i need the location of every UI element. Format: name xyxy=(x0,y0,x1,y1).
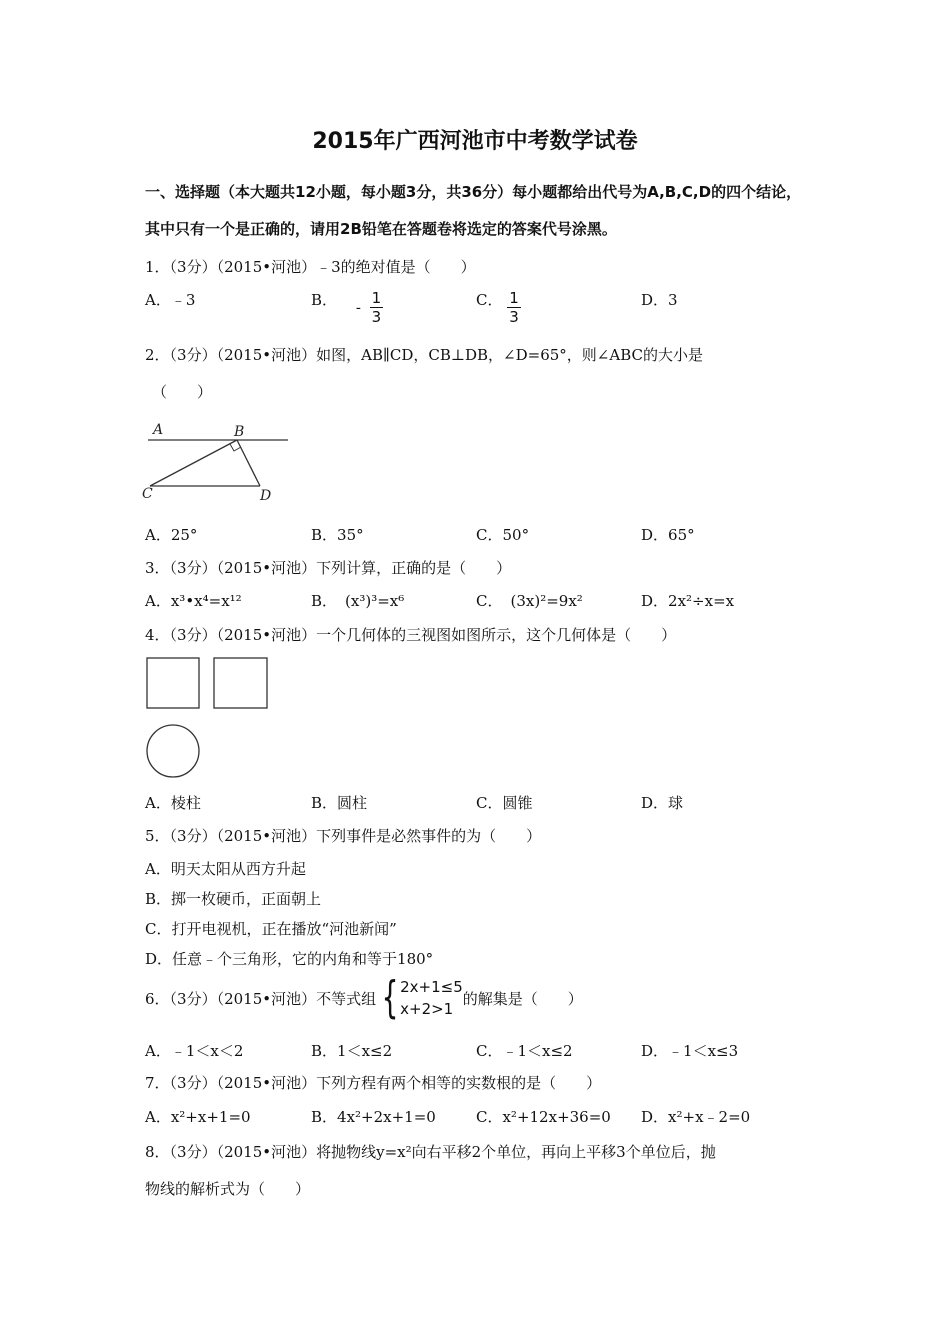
q3-d-expr: 2x²÷x=x xyxy=(668,592,735,610)
question-6-stem: 6．（3分）（2015•河池）不等式组 { 2x+1≤5 x+2>1 的解集是（ ） xyxy=(145,972,583,1023)
q1-option-b: B． - $\frac{1}{3}$ xyxy=(311,289,382,326)
q3-c-expr: (3x)²=9x² xyxy=(510,592,583,610)
section-heading: 一、选择题（本大题共12小题，每小题3分，共36分）每小题都给出代号为A,B,C,D的四个结论，其中只有一个是正确的，请用2B铅笔在答题卷将选定的答案代号涂黑。 xyxy=(145,183,802,238)
q4-three-views xyxy=(140,652,275,784)
q2-option-a: A．25° xyxy=(145,526,198,544)
q1-c-fraction: $\frac{1}{3}$ xyxy=(509,289,519,326)
q5-option-d: D．任意﹣个三角形，它的内角和等于180° xyxy=(145,950,434,968)
q6-option-d: D．﹣1＜x≤3 xyxy=(641,1042,739,1060)
q6-option-b: B．1＜x≤2 xyxy=(311,1042,393,1060)
q1-b-fraction: $\frac{1}{3}$ xyxy=(371,289,382,326)
front-view-square xyxy=(147,658,199,708)
q6-option-a: A．﹣1＜x＜2 xyxy=(145,1042,244,1060)
q7-option-d: D．x²+x﹣2=0 xyxy=(641,1108,751,1126)
question-5-stem: 5．（3分）（2015•河池）下列事件是必然事件的为（ ） xyxy=(145,827,542,845)
q1-option-d: D．3 xyxy=(641,291,678,309)
q5-option-b: B．掷一枚硬币，正面朝上 xyxy=(145,890,322,908)
inequality-system: { 2x+1≤5 x+2>1 xyxy=(381,972,463,1023)
segment-cb xyxy=(150,440,237,486)
question-8-stem: 8．（3分）（2015•河池）将抛物线y=x²向右平移2个单位，再向上平移3个单位后，抛 xyxy=(145,1143,716,1161)
q3-option-d: D．2x²÷x=x xyxy=(641,592,735,610)
q5-option-a: A．明天太阳从西方升起 xyxy=(145,860,306,878)
question-8-stem-cont: 物线的解析式为（ ） xyxy=(145,1180,311,1198)
q7-option-a: A．x²+x+1=0 xyxy=(145,1108,251,1126)
q4-option-a: A．棱柱 xyxy=(145,794,201,812)
q3-option-b: B． (x³)³=x⁶ xyxy=(311,592,405,610)
q2-option-c: C．50° xyxy=(476,526,530,544)
side-view-square xyxy=(214,658,267,708)
question-4-stem: 4．（3分）（2015•河池）一个几何体的三视图如图所示，这个几何体是（ ） xyxy=(145,626,677,644)
question-7-stem: 7．（3分）（2015•河池）下列方程有两个相等的实数根的是（ ） xyxy=(145,1074,602,1092)
question-2-stem: 2．（3分）（2015•河池）如图，AB∥CD，CB⊥DB，∠D=65°，则∠ABC的大小是 xyxy=(145,346,703,364)
q1-option-a: A．﹣3 xyxy=(145,291,196,309)
q4-option-c: C．圆锥 xyxy=(476,794,533,812)
q3-option-c: C． (3x)²=9x² xyxy=(476,592,583,610)
question-1-stem: 1．（3分）（2015•河池）﹣3的绝对值是（ ） xyxy=(145,258,476,276)
q2-figure xyxy=(140,418,300,510)
question-2-paren: （ ） xyxy=(152,383,213,401)
label-d: D xyxy=(260,488,272,504)
label-a: A xyxy=(153,422,164,438)
q2-option-b: B．35° xyxy=(311,526,364,544)
page-title: 2015年广西河池市中考数学试卷 xyxy=(312,129,638,154)
q5-option-c: C．打开电视机，正在播放“河池新闻” xyxy=(145,920,397,938)
q7-option-b: B．4x²+2x+1=0 xyxy=(311,1108,436,1126)
q6-option-c: C．﹣1＜x≤2 xyxy=(476,1042,573,1060)
q3-b-expr: (x³)³=x⁶ xyxy=(345,592,405,610)
q1-b-sign: - xyxy=(355,298,361,317)
q3-option-a: A．x³•x⁴=x¹² xyxy=(145,592,242,610)
q3-a-expr: x³•x⁴=x¹² xyxy=(170,592,242,610)
q4-option-b: B．圆柱 xyxy=(311,794,368,812)
top-view-circle xyxy=(147,725,199,777)
q2-option-d: D．65° xyxy=(641,526,695,544)
question-3-stem: 3．（3分）（2015•河池）下列计算，正确的是（ ） xyxy=(145,559,512,577)
label-b: B xyxy=(234,424,245,440)
q1-option-c: C． $\frac{1}{3}$ xyxy=(476,289,519,326)
label-c: C xyxy=(142,486,153,502)
q4-option-d: D．球 xyxy=(641,794,684,812)
q7-option-c: C．x²+12x+36=0 xyxy=(476,1108,611,1126)
